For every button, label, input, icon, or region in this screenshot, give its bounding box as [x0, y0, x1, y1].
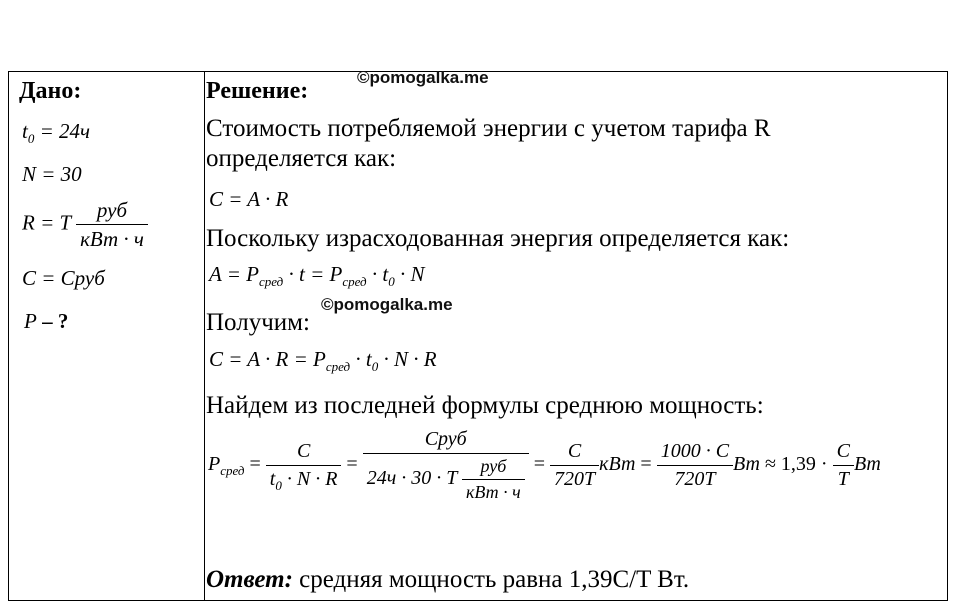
given-t0-value: = 24ч — [34, 119, 91, 143]
formula-3-part-b: · t — [350, 347, 372, 371]
formula-4-f5-num: C — [833, 440, 854, 466]
formula-3-sub-2: 0 — [371, 359, 379, 374]
formula-4-f5-den: T — [837, 467, 849, 490]
formula-2-part-b: · t = P — [283, 262, 343, 286]
solution-line-5: Найдем из последней формулы среднюю мощность: — [206, 392, 764, 419]
formula-4-fraction-5 — [833, 440, 854, 491]
given-t0-symbol: t — [22, 119, 28, 143]
formula-4-f3-den: 720T — [554, 467, 596, 490]
solution-line-3: Поскольку израсходованная энергия определяется как: — [206, 225, 790, 252]
given-p-question: – ? — [36, 309, 69, 333]
formula-4-f3-unit: кВт — [599, 452, 636, 475]
formula-4-f2-den — [363, 454, 529, 502]
formula-4-f1-num: C — [266, 440, 342, 466]
formula-4-eq-2: = — [346, 452, 358, 475]
watermark-top: ©pomogalka.me — [357, 68, 489, 87]
formula-1: C = A · R — [209, 187, 289, 211]
formula-2-part-a: A = P — [209, 262, 259, 286]
formula-4-f1-den-b: · N · R — [281, 467, 338, 490]
formula-4-f2-inner-fraction — [462, 456, 525, 502]
given-p — [24, 309, 68, 334]
solution-line-1: Стоимость потребляемой энергии с учетом тарифа R — [206, 115, 771, 142]
given-r — [22, 198, 148, 251]
formula-4-approx: ≈ 1,39 · — [764, 452, 828, 475]
watermark-middle: ©pomogalka.me — [321, 295, 453, 314]
given-r-den: кВт · ч — [80, 227, 144, 252]
formula-3-sub-1: сред — [325, 359, 351, 374]
solution-line-4: Получим: — [206, 309, 310, 336]
formula-2-sub-3: 0 — [388, 274, 395, 289]
formula-4 — [208, 428, 881, 502]
solution-heading: Решение: — [206, 78, 309, 104]
formula-2-part-d: · N — [394, 262, 425, 286]
formula-4-eq-1: = — [249, 452, 261, 475]
column-divider — [204, 72, 205, 600]
given-heading: Дано: — [19, 78, 82, 104]
formula-3-part-c: · N · R — [378, 347, 437, 371]
given-t0-sub: 0 — [27, 131, 35, 146]
formula-4-f2-inner-den: кВт · ч — [466, 481, 521, 502]
formula-4-f2-num: Cруб — [363, 428, 529, 454]
formula-4-f2-den-a: 24ч · 30 · T — [366, 466, 458, 489]
formula-2-part-c: · t — [366, 262, 389, 286]
given-r-num: руб — [76, 198, 148, 225]
formula-3 — [209, 347, 437, 372]
formula-4-f4-num: 1000 · C — [657, 440, 733, 466]
given-r-fraction — [76, 198, 148, 251]
formula-4-lhs-sub: сред — [220, 462, 245, 478]
given-c: C = Cруб — [22, 266, 105, 290]
formula-4-f4-den: 720T — [674, 467, 716, 490]
given-t0 — [22, 119, 90, 144]
formula-4-f1-den — [266, 466, 342, 491]
formula-4-f2-inner-num: руб — [462, 456, 525, 480]
given-r-lhs: R = T — [22, 210, 71, 235]
given-p-symbol: P — [24, 309, 37, 333]
formula-3-part-a: C = A · R = P — [209, 347, 326, 371]
formula-4-f1-den-sub: 0 — [275, 477, 282, 493]
answer-label: Ответ: — [206, 566, 293, 593]
formula-4-eq-3: = — [533, 452, 546, 475]
formula-4-fraction-2 — [363, 428, 529, 502]
formula-4-f3-num: C — [550, 440, 599, 466]
answer-text: средняя мощность равна 1,39C/T Вт. — [292, 566, 690, 593]
solution-line-2: определяется как: — [206, 145, 397, 172]
answer-line — [206, 566, 689, 594]
task-table — [8, 68, 948, 601]
formula-4-fraction-1 — [266, 440, 342, 491]
given-n: N = 30 — [22, 162, 82, 186]
formula-2-sub-1: сред — [258, 274, 284, 289]
formula-4-lhs: P — [208, 452, 221, 475]
formula-4-fraction-4 — [657, 440, 733, 491]
formula-4-f5-unit: Вт — [853, 452, 881, 475]
formula-4-f4-unit: Вт — [733, 452, 760, 475]
formula-4-eq-4: = — [640, 452, 652, 475]
formula-2 — [209, 262, 425, 287]
formula-2-sub-2: сред — [342, 274, 367, 289]
formula-4-fraction-3 — [550, 440, 599, 491]
formula-4-f1-den-a: t — [269, 467, 276, 490]
